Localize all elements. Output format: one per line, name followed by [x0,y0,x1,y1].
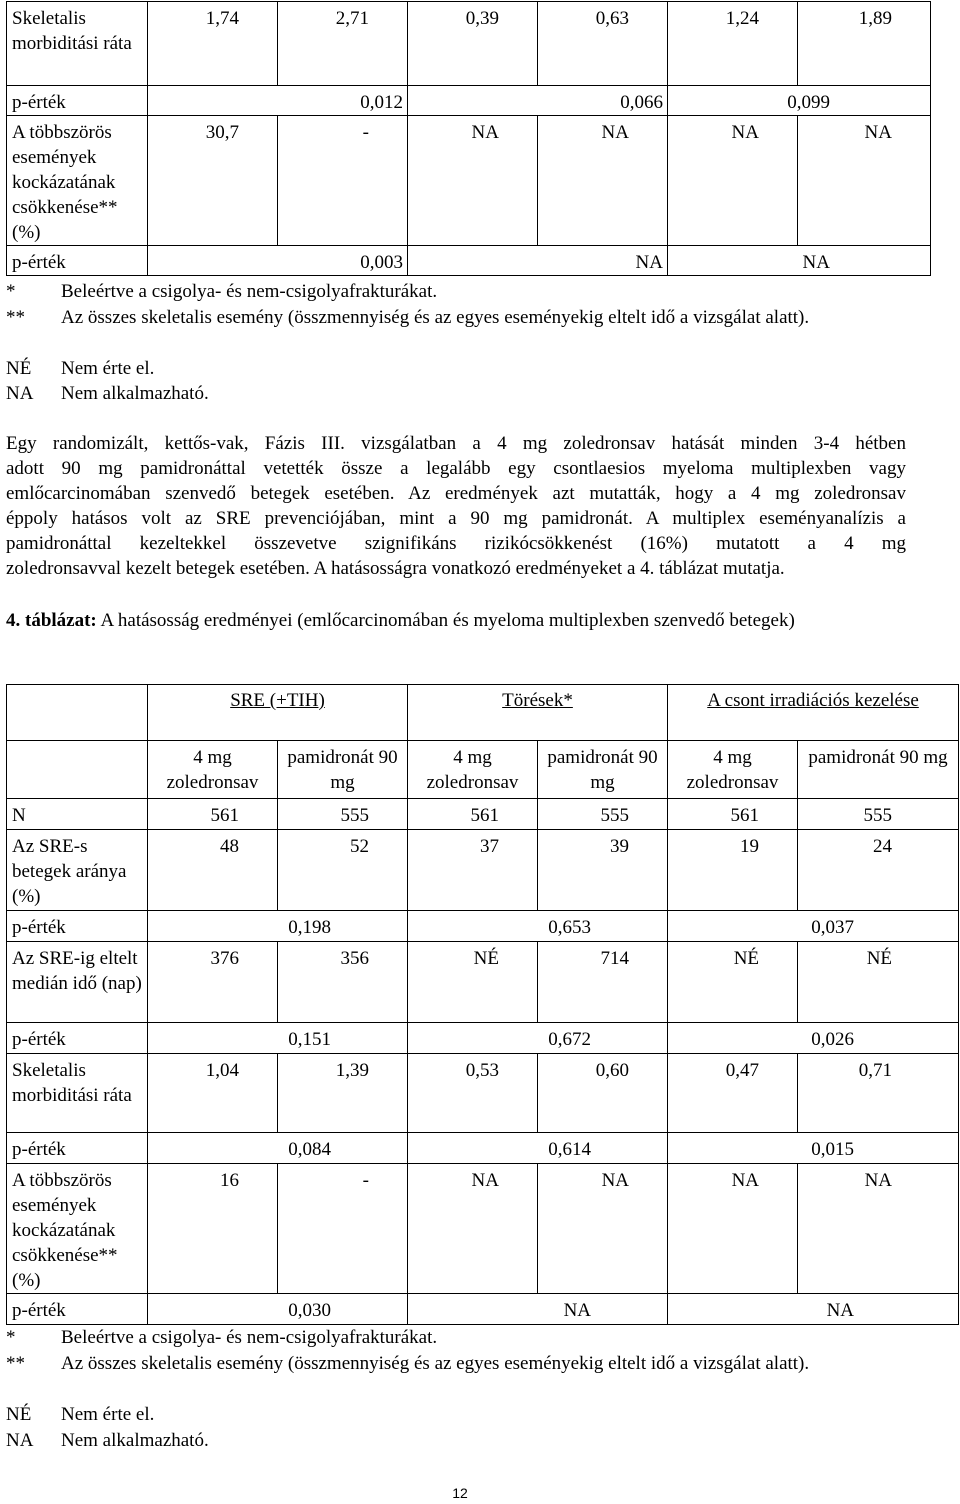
row-label: p-érték [7,911,148,942]
cell: 376 [148,942,278,1023]
row-label: N [7,799,148,830]
cell: 561 [668,799,798,830]
cell: 555 [538,799,668,830]
cell: NA [798,1164,959,1294]
cell: NA [798,116,931,246]
p-value-cell: 0,672 [408,1023,668,1054]
footnote-key: ** [6,1353,25,1374]
table-row [7,911,959,942]
footnote-key: NA [6,383,34,404]
table-subheader-row [7,741,959,799]
cell: 0,63 [538,2,668,86]
cell: - [278,1164,408,1294]
cell: 555 [278,799,408,830]
table-row [7,799,959,830]
footnote-text: Nem érte el. [61,1404,155,1425]
cell: 1,24 [668,2,798,86]
cell: - [278,116,408,246]
p-value-cell: 0,151 [148,1023,408,1054]
paragraph-line: zoledronsavval kezelt betegek esetében. A hatásosságra vonatkozó eredményeket a 4. táblázat mutatja. [6,558,785,579]
cell: NA [538,116,668,246]
cell: 714 [538,942,668,1023]
table-header-row [7,685,959,741]
cell: 561 [148,799,278,830]
cell: NA [668,116,798,246]
p-value-cell: 0,015 [668,1133,959,1164]
p-value-cell: 0,026 [668,1023,959,1054]
cell: NA [408,1164,538,1294]
row-label: p-érték [7,1133,148,1164]
p-value-cell: 0,614 [408,1133,668,1164]
cell: 2,71 [278,2,408,86]
row-label: Skeletalis morbiditási ráta [7,2,148,86]
cell: 561 [408,799,538,830]
row-label: p-érték [7,86,148,116]
row-label: Az SRE-s betegek aránya (%) [7,830,148,911]
column-group-header: SRE (+TIH) [148,685,408,741]
header-empty-cell [7,685,148,741]
cell: 16 [148,1164,278,1294]
cell: 37 [408,830,538,911]
table-row [7,830,959,911]
cell: 1,39 [278,1054,408,1133]
footnote-key: ** [6,307,25,328]
cell: 0,60 [538,1054,668,1133]
cell: 555 [798,799,959,830]
cell: 24 [798,830,959,911]
cell: NÉ [668,942,798,1023]
paragraph-line: pamidronáttal kezeltekkel összevetve szignifikáns rizikócsökkenést (16%) mutatott a 4 mg [6,533,906,554]
p-value-cell: 0,198 [148,911,408,942]
p-value-cell: 0,003 [148,246,408,276]
p-value-cell: NA [408,1294,668,1325]
cell: 39 [538,830,668,911]
row-label: p-érték [7,1023,148,1054]
footnote-key: NÉ [6,358,32,379]
row-label: Az SRE-ig eltelt medián idő (nap) [7,942,148,1023]
p-value-cell: NA [668,1294,959,1325]
table-row [7,1133,959,1164]
cell: NÉ [408,942,538,1023]
p-value-cell: 0,066 [408,86,668,116]
paragraph-line: Egy randomizált, kettős-vak, Fázis III. vizsgálatban a 4 mg zoledronsav hatását minden 3-4 hétben [6,433,906,454]
footnote-text: Beleértve a csigolya- és nem-csigolyafrakturákat. [61,281,438,302]
paragraph-line: éppoly hatásos volt az SRE prevenciójában, mint a 90 mg pamidronát. A multiplex eseményanalízis a [6,508,906,529]
footnote-text: Az összes skeletalis esemény (összmennyiség és az egyes eseményekig eltelt idő a vizsgálat alatt). [61,307,810,328]
p-value-cell: 0,037 [668,911,959,942]
p-value-cell: 0,012 [148,86,408,116]
footnote-text: Beleértve a csigolya- és nem-csigolyafrakturákat. [61,1327,438,1348]
footnote-key: * [6,1327,16,1348]
p-value-cell: 0,030 [148,1294,408,1325]
table-caption-label: 4. táblázat: [6,610,97,631]
table-caption [6,608,886,633]
p-value-cell: 0,084 [148,1133,408,1164]
table-row [7,1164,959,1294]
cell: NA [668,1164,798,1294]
table-row [7,2,931,86]
footnote-text: Nem érte el. [61,358,155,379]
row-label: p-érték [7,246,148,276]
cell: 1,04 [148,1054,278,1133]
table-caption-text: A hatásosság eredményei (emlőcarcinomában és myeloma multiplexben szenvedő betegek) [100,610,795,631]
p-value-cell: 0,653 [408,911,668,942]
footnote-text: Az összes skeletalis esemény (összmennyiség és az egyes eseményekig eltelt idő a vizsgálat alatt). [61,1353,810,1374]
column-subheader: 4 mg zoledronsav [148,741,278,799]
cell: 48 [148,830,278,911]
cell: 1,89 [798,2,931,86]
efficacy-table [6,684,959,1325]
cell: NA [408,116,538,246]
column-subheader: pamidronát 90 mg [798,741,959,799]
row-label: A többszörös események kockázatának csökkenése** (%) [7,116,148,246]
column-subheader: 4 mg zoledronsav [408,741,538,799]
column-group-header: Törések* [408,685,668,741]
table-row [7,942,959,1023]
header-empty-cell [7,741,148,799]
cell: 0,47 [668,1054,798,1133]
column-group-header: A csont irradiációs kezelése [668,685,959,741]
paragraph-line: adott 90 mg pamidronáttal vetették össze a legalább egy csontlaesios myeloma multiplexben vagy [6,458,906,479]
footnote-key: NA [6,1430,34,1451]
cell: NÉ [798,942,959,1023]
cell: 356 [278,942,408,1023]
p-value-cell: NA [668,246,931,276]
row-label: p-érték [7,1294,148,1325]
cell: NA [538,1164,668,1294]
cell: 1,74 [148,2,278,86]
cell: 0,71 [798,1054,959,1133]
table-row [7,86,931,116]
table-row [7,1054,959,1133]
body-paragraph [6,431,906,581]
cell: 0,53 [408,1054,538,1133]
p-value-cell: 0,099 [668,86,931,116]
footnote-key: NÉ [6,1404,32,1425]
cell: 52 [278,830,408,911]
top-results-table [6,1,931,276]
table-row [7,246,931,276]
row-label: Skeletalis morbiditási ráta [7,1054,148,1133]
page-number: 12 [452,1485,468,1501]
cell: 19 [668,830,798,911]
column-subheader: pamidronát 90 mg [538,741,668,799]
table-row [7,116,931,246]
footnote-text: Nem alkalmazható. [61,383,209,404]
footnote-key: * [6,281,16,302]
p-value-cell: NA [408,246,668,276]
column-subheader: pamidronát 90 mg [278,741,408,799]
cell: 0,39 [408,2,538,86]
paragraph-line: emlőcarcinomában szenvedő betegek esetében. Az eredmények azt mutatták, hogy a 4 mg zoledronsav [6,483,906,504]
cell: 30,7 [148,116,278,246]
column-subheader: 4 mg zoledronsav [668,741,798,799]
footnote-text: Nem alkalmazható. [61,1430,209,1451]
table-row [7,1023,959,1054]
table-row [7,1294,959,1325]
row-label: A többszörös események kockázatának csökkenése** (%) [7,1164,148,1294]
